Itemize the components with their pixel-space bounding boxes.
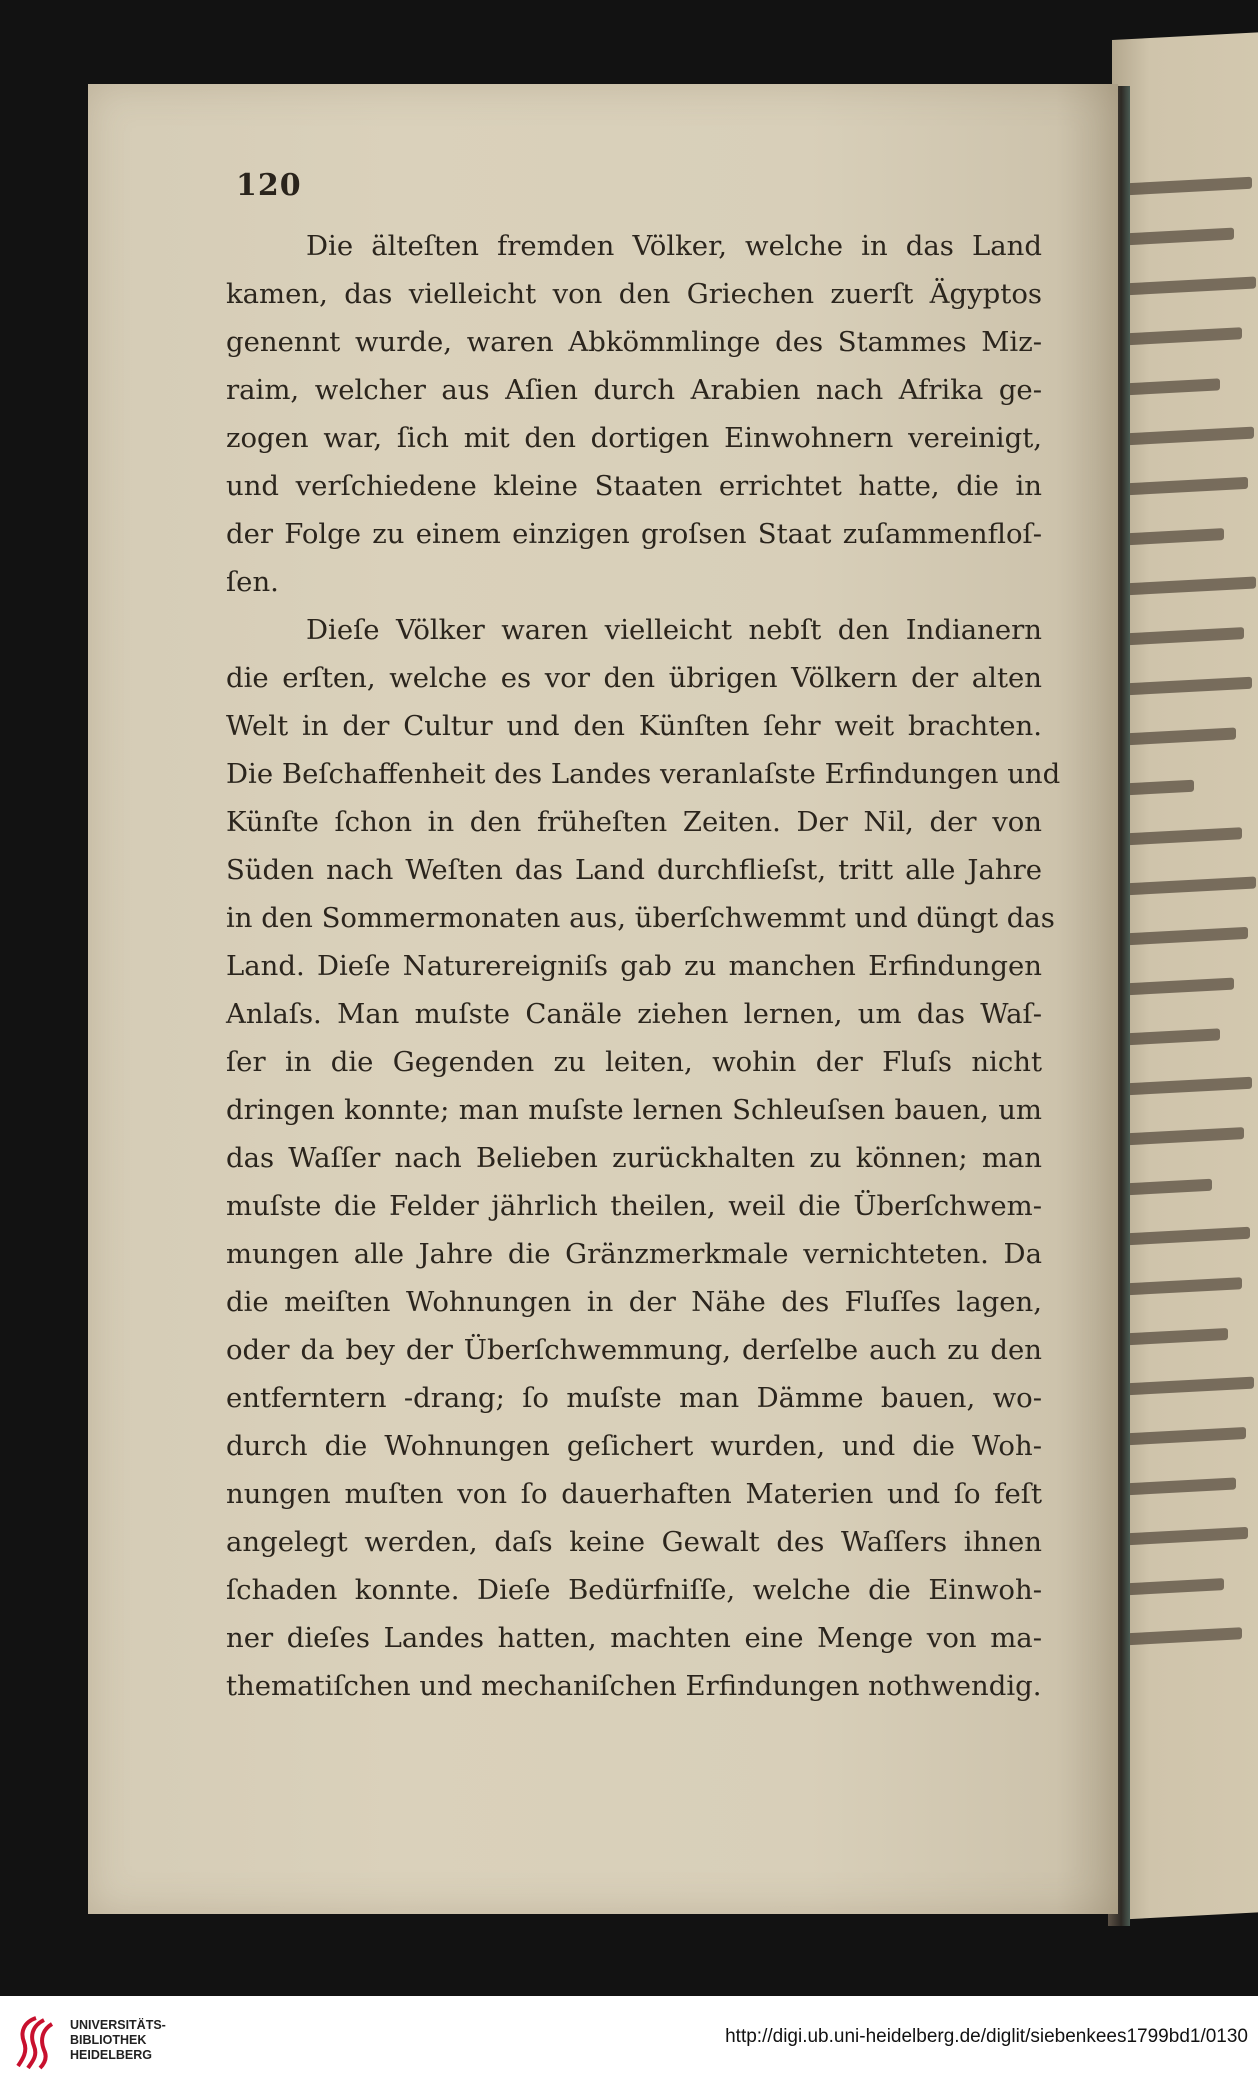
- text-line: mungen alle Jahre die Gränzmerkmale vernichteten. Da: [226, 1238, 1042, 1270]
- text-line: der Folge zu einem einzigen groſsen Staat zuſammenfloſ-: [226, 518, 1042, 550]
- text-line: ſchaden konnte. Dieſe Bedürfniſſe, welche die Einwoh-: [226, 1574, 1042, 1606]
- text-line: zogen war, ſich mit den dortigen Einwohnern vereinigt,: [226, 422, 1042, 454]
- text-line: die erſten, welche es vor den übrigen Völkern der alten: [226, 662, 1042, 694]
- text-line: nungen muſten von ſo dauerhaften Materien und ſo feſt: [226, 1478, 1042, 1510]
- logo-line-2: BIBLIOTHEK: [70, 2033, 147, 2047]
- text-line: angelegt werden, daſs keine Gewalt des Waſſers ihnen: [226, 1526, 1042, 1558]
- text-line: genennt wurde, waren Abkömmlinge des Stammes Miz-: [226, 326, 1042, 358]
- text-line: ſer in die Gegenden zu leiten, wohin der Fluſs nicht: [226, 1046, 1042, 1078]
- text-line: Die Beſchaffenheit des Landes veranlaſste Erfindungen und: [226, 758, 1061, 790]
- text-line: ner dieſes Landes hatten, machten eine Menge von ma-: [226, 1622, 1042, 1654]
- text-line: kamen, das vielleicht von den Griechen zuerſt Ägyptos: [226, 278, 1042, 310]
- text-line: in den Sommermonaten aus, überſchwemmt und düngt das: [226, 902, 1055, 934]
- text-line: ſen.: [226, 566, 279, 598]
- text-line: das Waſſer nach Belieben zurückhalten zu können; man: [226, 1142, 1042, 1174]
- logo-line-1: UNIVERSITÄTS-: [70, 2018, 166, 2032]
- library-logo-text: [70, 2018, 166, 2063]
- logo-line-3: HEIDELBERG: [70, 2048, 152, 2062]
- text-line: entferntern ‑drang; ſo muſste man Dämme bauen, wo-: [226, 1382, 1042, 1414]
- library-logo-icon: [14, 2014, 58, 2070]
- text-line: oder da bey der Überſchwemmung, derſelbe auch zu den: [226, 1334, 1042, 1366]
- footer-bar: [0, 1996, 1258, 2089]
- text-line: Land. Dieſe Naturereigniſs gab zu manchen Erfindungen: [226, 950, 1042, 982]
- text-line: die meiſten Wohnungen in der Nähe des Fluſſes lagen,: [226, 1286, 1042, 1318]
- text-line: muſste die Felder jährlich theilen, weil die Überſchwem-: [226, 1190, 1042, 1222]
- text-line: Die älteſten fremden Völker, welche in das Land: [306, 230, 1042, 262]
- text-line: Anlaſs. Man muſste Canäle ziehen lernen, um das Waſ-: [226, 998, 1042, 1030]
- text-line: Süden nach Weſten das Land durchflieſst, tritt alle Jahre: [226, 854, 1042, 886]
- text-line: dringen konnte; man muſste lernen Schleuſsen bauen, um: [226, 1094, 1042, 1126]
- text-line: Künſte ſchon in den früheſten Zeiten. Der Nil, der von: [226, 806, 1042, 838]
- page-number: 120: [236, 168, 302, 203]
- text-line: thematiſchen und mechaniſchen Erfindungen nothwendig.: [226, 1670, 1042, 1702]
- text-line: raim, welcher aus Aſien durch Arabien nach Afrika ge-: [226, 374, 1042, 406]
- text-line: Dieſe Völker waren vielleicht nebſt den Indianern: [306, 614, 1042, 646]
- page-text: [226, 222, 1061, 1710]
- text-line: und verſchiedene kleine Staaten errichtet hatte, die in: [226, 470, 1042, 502]
- text-line: durch die Wohnungen geſichert wurden, und die Woh-: [226, 1430, 1042, 1462]
- facing-page: [1112, 32, 1258, 1920]
- facing-page-text: [1120, 152, 1258, 1660]
- source-url-link[interactable]: http://digi.ub.uni-heidelberg.de/diglit/siebenkees1799bd1/0130: [725, 2026, 1248, 2047]
- text-line: Welt in der Cultur und den Künſten ſehr weit brachten.: [226, 710, 1042, 742]
